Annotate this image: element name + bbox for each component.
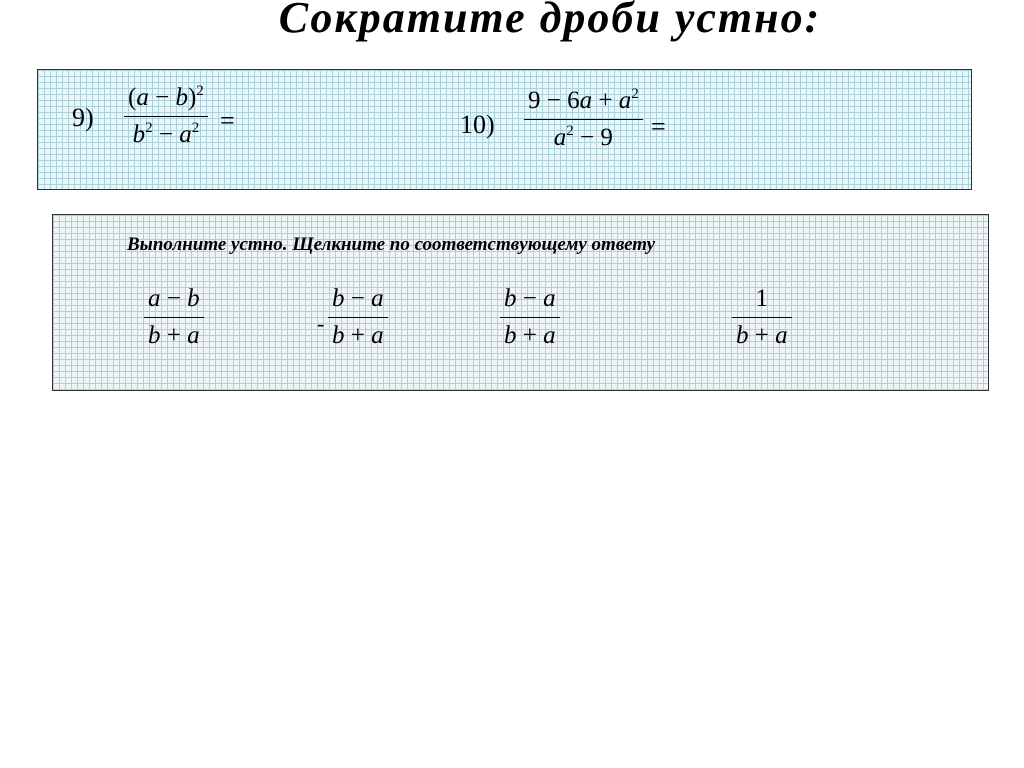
problem-10-fraction <box>524 86 643 153</box>
answer-option-2[interactable]: b − a b + a <box>328 284 388 351</box>
problem-10-numerator: $9 - 6a + a^2$ <box>528 86 639 114</box>
answer-option-3[interactable]: b − a b + a <box>500 284 560 351</box>
page-title: Сократите дроби устно: <box>278 0 822 42</box>
fraction-bar <box>732 317 792 318</box>
fraction-bar <box>144 317 204 318</box>
problem-10-label: 10) <box>460 110 495 139</box>
instruction-text: Выполните устно. Щелкните по соответствующему ответу <box>127 234 656 255</box>
answer-option-1[interactable]: a − b b + a <box>144 284 204 351</box>
fraction-bar <box>500 317 560 318</box>
problem-9-equals: = <box>220 106 235 135</box>
answer-option-4[interactable]: 1 b + a <box>732 284 792 351</box>
problem-10-equals: = <box>651 112 666 141</box>
problem-9-label: 9) <box>72 103 94 132</box>
problem-9-denominator: $b^2 - a^2$ <box>132 120 200 148</box>
fraction-bar <box>524 119 643 120</box>
fraction-bar <box>124 116 208 117</box>
problem-9-numerator: $(a - b)^2$ <box>128 83 204 111</box>
answer-2-minus-sign: - <box>317 311 325 336</box>
problem-9-fraction <box>124 83 208 150</box>
problem-10-denominator: $a^2 - 9$ <box>553 123 613 151</box>
fraction-bar <box>328 317 388 318</box>
